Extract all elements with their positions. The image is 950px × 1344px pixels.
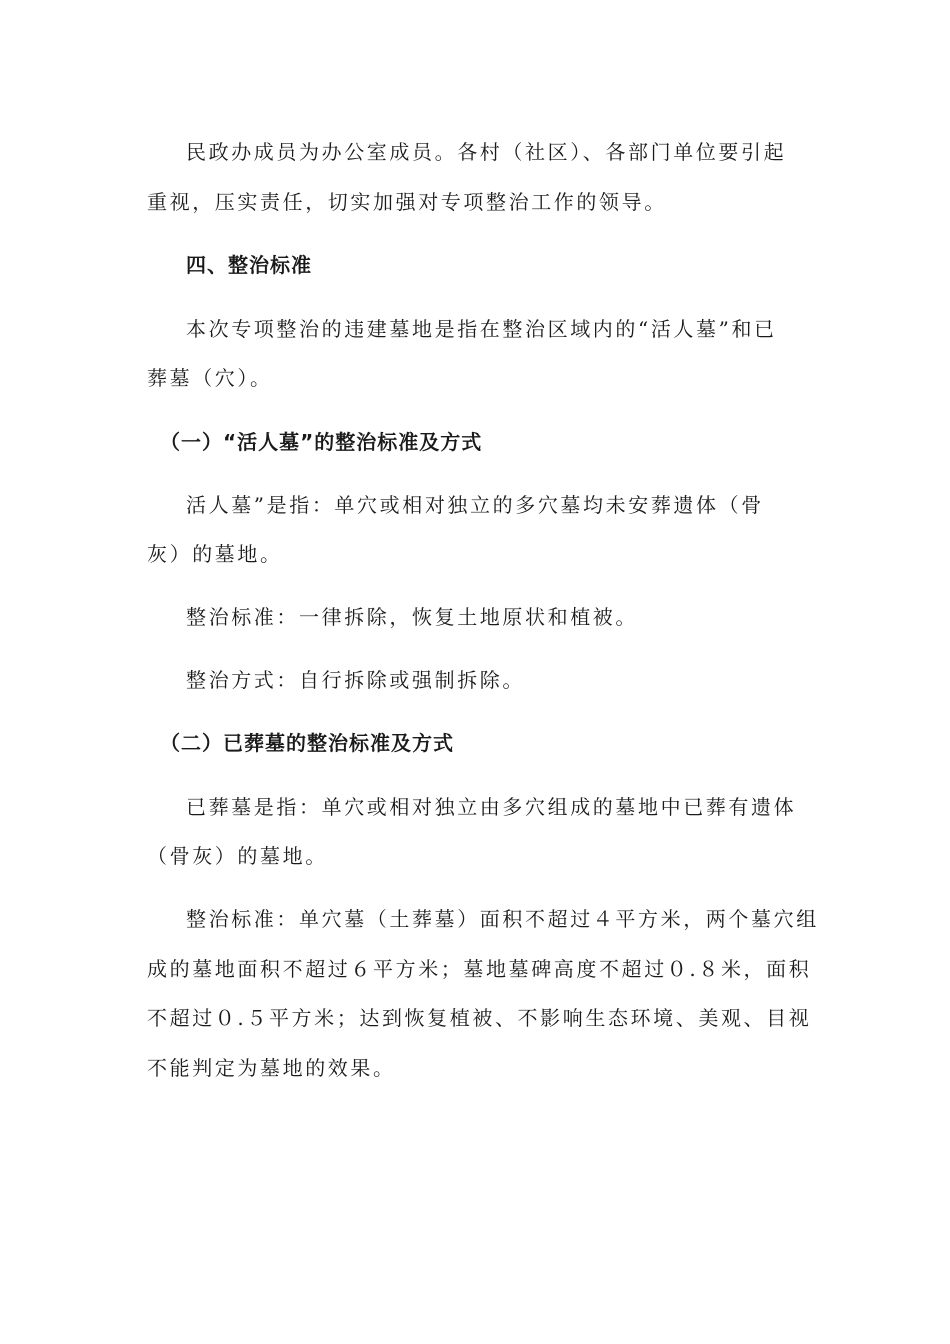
subsection-heading-2: （二）已葬墓的整治标准及方式: [160, 731, 454, 755]
paragraph-3-line-2: 灰）的墓地。: [147, 542, 283, 566]
paragraph-2-line-2: 葬墓（穴）。: [147, 366, 273, 390]
paragraph-7-line-3: 不超过０.５平方米；达到恢复植被、不影响生态环境、美观、目视: [147, 1006, 812, 1030]
paragraph-7-line-1: 整治标准：单穴墓（土葬墓）面积不超过４平方米，两个墓穴组: [186, 907, 819, 931]
paragraph-1-line-2: 重视，压实责任，切实加强对专项整治工作的领导。: [147, 190, 667, 214]
paragraph-7-line-4: 不能判定为墓地的效果。: [147, 1056, 396, 1080]
paragraph-1-line-1: 民政办成员为办公室成员。各村（社区）、各部门单位要引起: [186, 140, 787, 164]
subsection-heading-1: （一）“活人墓”的整治标准及方式: [160, 430, 483, 454]
paragraph-3-line-1: 活人墓”是指：单穴或相对独立的多穴墓均未安葬遗体（骨: [186, 493, 764, 517]
paragraph-6-line-2: （骨灰）的墓地。: [147, 844, 328, 868]
paragraph-7-line-2: 成的墓地面积不超过６平方米；墓地墓碑高度不超过０.８米，面积: [147, 957, 812, 981]
paragraph-5: 整治方式：自行拆除或强制拆除。: [186, 668, 525, 692]
paragraph-2-line-1: 本次专项整治的违建墓地是指在整治区域内的“活人墓”和已: [186, 317, 777, 341]
paragraph-6-line-1: 已葬墓是指：单穴或相对独立由多穴组成的墓地中已葬有遗体: [186, 795, 797, 819]
paragraph-4: 整治标准：一律拆除，恢复土地原状和植被。: [186, 605, 638, 629]
section-heading-4: 四、整治标准: [186, 253, 312, 277]
